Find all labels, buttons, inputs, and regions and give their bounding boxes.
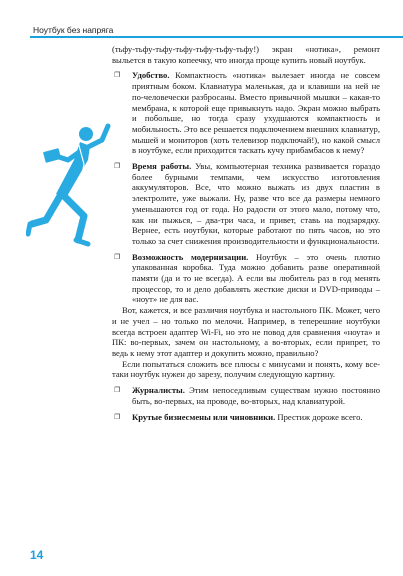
body-paragraph: Вот, кажется, и все различия ноутбука и настольного ПК. Может, чего и не учел – но только по мелочи. Например, в теперешние ноутбуки всегда встроен адаптер Wi-Fi, но это не повод для сравнения «ноута» и ПК: во-первых, зачем он настольному, а во-вторых, если припрет, то ведь к нему этот адаптер и докупить можно, правильно? (112, 305, 380, 358)
body-paragraph: Если попытаться сложить все плюсы с минусами и понять, кому все-таки ноутбук нужен до зарезу, получим следующую картину. (112, 358, 380, 380)
main-text (112, 44, 380, 422)
page-header (0, 0, 403, 40)
checkbox-bullet-icon: ❐ (114, 386, 121, 395)
intro-paragraph: (тьфу-тьфу-тьфу-тьфу-тьфу-тьфу-тьфу!) экран «нотика», ремонт выльется в такую копеечку, что иногда проще купить новый ноутбук. (112, 44, 380, 65)
list-item-term: Удобство. (132, 70, 170, 81)
list-item-convenience (112, 70, 380, 156)
list-item-term: Крутые бизнесмены или чиновники. (132, 411, 276, 422)
list-item-battery-life (112, 161, 380, 247)
list-item-journalists (112, 385, 380, 406)
checkbox-bullet-icon: ❐ (114, 412, 121, 421)
checkbox-bullet-icon: ❐ (114, 71, 121, 80)
list-item-term: Журналисты. (132, 385, 185, 396)
header-rule (30, 36, 403, 38)
running-businessman-with-laptop-icon (26, 120, 114, 270)
list-item-text: Компактность «нотика» вылезает иногда не совсем приятным боком. Клавиатура маленькая, да и клавиши на ней не по-человечески разбросаны. Вместо привычной мышки – какая-то мембрана, к которой еще привыкнуть надо. Экран можно выбрать и побольше, но тогда сразу ухудшаются компактность и мобильность. Это все решается подключением внешних клавиатур, мышей и мониторов (хоть телевизор подключай!), но какой смысл в ноутбуке, если приходится таскать кучу прибамбасов к нему? (132, 70, 380, 156)
list-item-text: Увы, компьютерная техника развивается гораздо более бурными темпами, чем искусство изготовления аккумуляторов. Все, что можно выжать из двух пластин в электролите, уже выжали. Ну, разве что все да размеры немного уменьшаются год от года. Но радости от этого мало, потому что, как ни пыжься, – два-три часа, и привет, ставь на подзарядку. Вернее, есть ноутбуки, которые работают по пять часов, но это только за счет снижения производительности и функциональности. (132, 161, 380, 246)
list-item-text: Ноутбук – это очень плотно упакованная коробка. Туда можно добавить разве оперативной памяти (да и то не всегда). А если вы любитель раз в год менять процессор, то и дело добавлять жесткие диски и DVD-приводы – «ноут» не для вас. (132, 251, 380, 305)
page-number: 14 (30, 548, 44, 562)
checkbox-bullet-icon: ❐ (114, 252, 121, 261)
checkbox-bullet-icon: ❐ (114, 162, 121, 171)
list-item-term: Возможность модернизации. (132, 251, 249, 262)
list-item-term: Время работы. (132, 161, 192, 172)
list-item-businessmen (112, 412, 380, 423)
list-item-text: Этим непоседливым существам нужно постоянно быть, во-первых, на проводе, во-вторых, над клавиатурой. (132, 385, 380, 406)
list-item-upgradability (112, 252, 380, 306)
running-header-title: Ноутбук без напряга (33, 25, 114, 35)
list-item-text: Престиж дороже всего. (275, 411, 363, 422)
